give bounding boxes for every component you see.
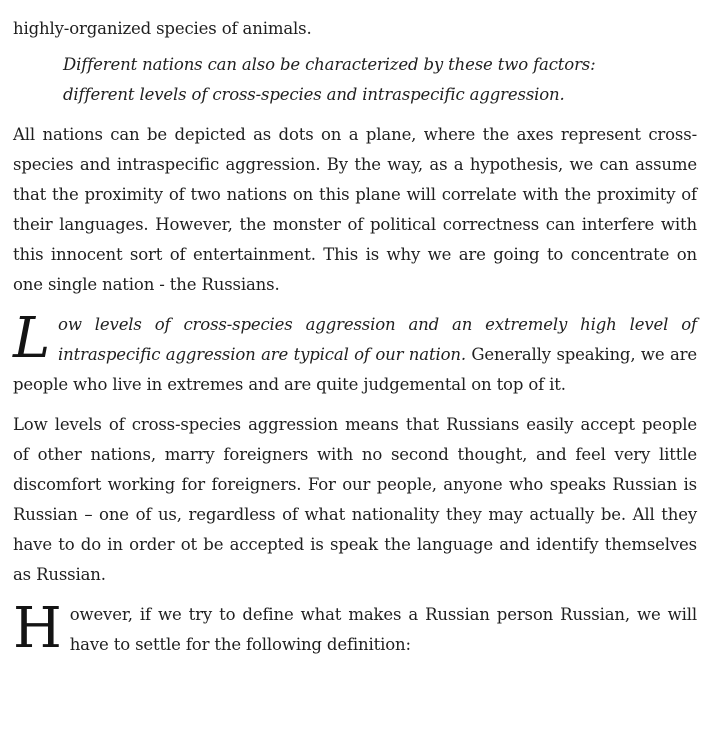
drop-cap-h: H — [13, 596, 62, 661]
paragraph-2-italic: ow levels of cross-species aggression and an extremely high level of intraspecific aggression are typical of our nation. — [58, 315, 697, 364]
paragraph-3: Low levels of cross-species aggression means that Russians easily accept people of other nations, marry foreigners with no second thought, and feel very little discomfort working for foreigners. For our people, anyone who speaks Russian is Russian – one of us, regardless of what nationality they may actually be. All they have to do in order ot be accepted is speak the language and identify themselves as Russian. — [13, 415, 697, 584]
paragraph-1: All nations can be depicted as dots on a plane, where the axes represent cross-species and intraspecific aggression. By the way, as a hypothesis, we can assume that the proximity of two nations on this plane will correlate with the proximity of their languages. However, the monster of political correctness can interfere with this innocent sort of entertainment. This is why we are going to concentrate on one single nation - the Russians. — [13, 125, 697, 294]
paragraph-4-text: owever, if we try to define what makes a Russian person Russian, we will have to settle for the following definition: — [69, 605, 697, 654]
block-quote: Different nations can also be characterized by these two factors: different levels of cross-species and intraspecific aggression. — [63, 55, 596, 104]
document-page — [13, 14, 697, 670]
intro-line: highly-organized species of animals. — [13, 19, 312, 38]
paragraph-4 — [13, 596, 697, 661]
drop-cap-l: L — [13, 306, 51, 371]
paragraph-2 — [13, 306, 697, 400]
paragraph-2-regular: Generally speaking, we are people who live in extremes and are quite judgemental on top of it. — [13, 345, 697, 394]
